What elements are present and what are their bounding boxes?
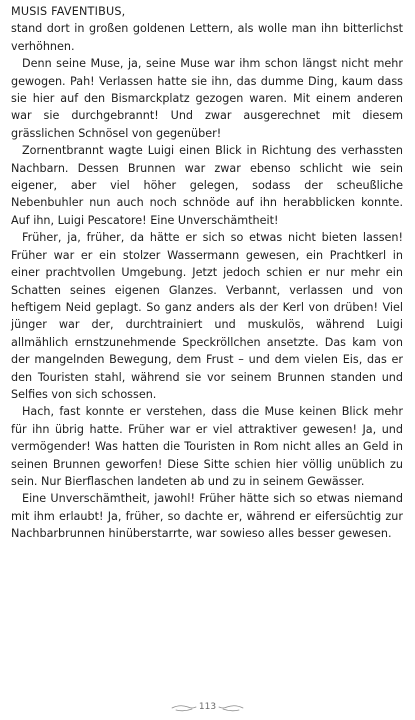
paragraph-4: Früher, ja, früher, da hätte er sich so etwas nicht bieten lassen! Früher war er ein stolzer Wassermann gewesen, ein Prachtkerl in einer prachtvollen Umgebung. Jetzt jedoch schien er nur mehr ein Schatten seines eigenen Glanzes. Verbannt, verlassen und von heftigem Neid geplagt. So ganz anders als der Kerl von drüben! Viel jünger war der, durchtrainiert und muskulös, während Luigi allmählich ernstzunehmende Speckröllchen ansetzte. Das kam von der mangelnden Bewegung, dem Frust – und dem vielen Eis, das er den Touristen stahl, während sie vor seinem Brunnen standen und Selfies von sich schossen.	[11, 231, 403, 401]
paragraph-1: stand dort in großen goldenen Lettern, als wolle man ihn bitterlichst verhöhnen.	[11, 22, 403, 53]
opening-paragraph	[11, 3, 403, 55]
body-text	[11, 3, 403, 543]
paragraph-6: Eine Unverschämtheit, jawohl! Früher hätte sich so etwas niemand mit ihm erlaubt! Ja, früher, so dachte er, während er eifersüchtig zur Nachbarbrunnen hinüberstarrte, war sowieso alles besser gewesen.	[11, 492, 403, 541]
page-footer	[0, 700, 415, 716]
section-heading: MUSIS FAVENTIBUS,	[11, 5, 126, 18]
paragraph-3: Zornentbrannt wagte Luigi einen Blick in Richtung des verhassten Nachbarn. Dessen Brunnen war zwar ebenso schlicht wie sein eigener, aber viel höher gelegen, sodass der scheußliche Nebenbuhler nun auch noch schnöde auf ihn herabblicken konnte. Auf ihn, Luigi Pescatore! Eine Unverschämtheit!	[11, 144, 403, 227]
paragraph-5: Hach, fast konnte er verstehen, dass die Muse keinen Blick mehr für ihn übrig hatte. Früher war er viel attraktiver gewesen! Ja, und vermögender! Was hatten die Touristen in Rom nicht alles an Geld in seinen Brunnen geworfen! Diese Sitte schien hier völlig unüblich zu sein. Nur Bierflaschen landeten ab und zu in seinem Gewässer.	[11, 405, 403, 488]
page-number: 113	[198, 702, 217, 712]
paragraph-2: Denn seine Muse, ja, seine Muse war ihm schon längst nicht mehr gewogen. Pah! Verlassen hatte sie ihn, das dumme Ding, kaum dass sie hier auf den Bismarckplatz gezogen waren. Mit einem anderen war sie durchgebrannt! Und zwar ausgerechnet mit diesem grässlichen Schnösel von gegenüber!	[11, 57, 403, 140]
